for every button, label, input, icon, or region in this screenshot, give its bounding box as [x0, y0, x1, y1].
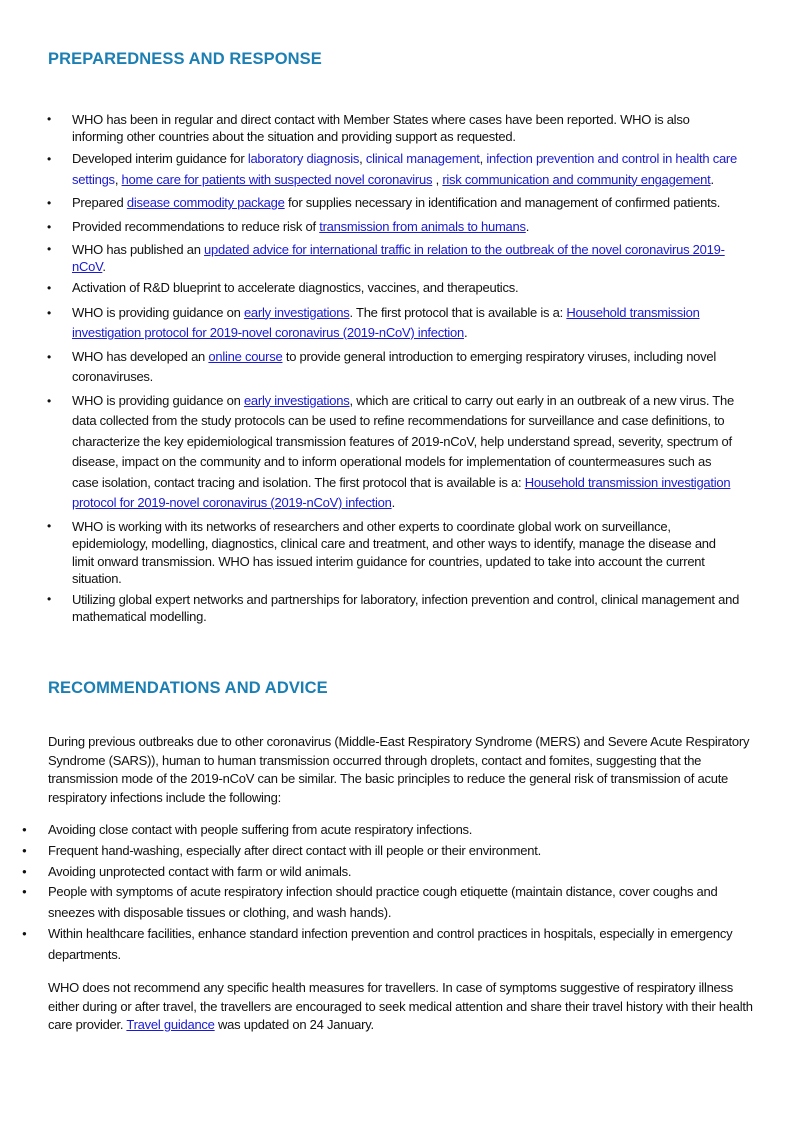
document-link[interactable]: Household transmission investigation protocol for 2019-novel coronavirus (2019-nCoV) infection: [72, 474, 731, 510]
text-run: WHO has published an: [72, 242, 205, 257]
document-link[interactable]: risk communication and community engagement: [442, 171, 711, 187]
preparedness-item: [47, 303, 740, 344]
preparedness-item: [47, 111, 740, 145]
item-text: [72, 518, 740, 588]
preparedness-item: [47, 149, 740, 190]
bullet-icon: ●: [22, 928, 27, 938]
document-link[interactable]: clinical management: [365, 151, 480, 166]
text-run: Prepared: [72, 195, 127, 210]
document-link[interactable]: home care for patients with suspected novel coronavirus: [121, 171, 433, 187]
document-link[interactable]: online course: [208, 348, 283, 364]
text-run: .: [463, 325, 468, 340]
text-run: ,: [359, 151, 366, 166]
bullet-icon: ●: [22, 825, 27, 834]
item-text: Avoiding close contact with people suffering from acute respiratory infections.: [48, 822, 473, 837]
item-text: [72, 391, 740, 514]
item-text: [72, 241, 740, 275]
item-text: Frequent hand-washing, especially after direct contact with ill people or their environment.: [48, 842, 541, 858]
bullet-icon: •: [47, 393, 51, 408]
recommendation-item: [22, 882, 748, 924]
text-run: WHO is providing guidance on: [72, 304, 244, 320]
text-run: for supplies necessary in identification and management of confirmed patients.: [284, 195, 721, 210]
bullet-icon: •: [47, 349, 51, 364]
text-run: to provide general introduction to emerging respiratory viruses, including novel coronaviruses.: [72, 348, 717, 384]
text-run: . The first protocol that is available is a:: [349, 304, 567, 320]
item-text: [72, 278, 740, 299]
bullet-icon: •: [47, 305, 51, 320]
travel-paragraph: [48, 979, 758, 1035]
preparedness-item: [47, 241, 740, 275]
recommendations-list: [22, 820, 748, 966]
document-link[interactable]: early investigations: [243, 392, 350, 408]
travel-guidance-link[interactable]: Travel guidance: [126, 1017, 215, 1032]
item-text: [72, 303, 740, 344]
recommendation-item: [22, 841, 748, 862]
text-run: ,: [114, 171, 122, 187]
recommendation-item: [22, 924, 748, 966]
preparedness-item: [47, 217, 740, 238]
text-run: .: [391, 495, 395, 510]
preparedness-list: [47, 111, 740, 626]
text-run: WHO has developed an: [72, 348, 209, 364]
document-link[interactable]: early investigations: [243, 304, 350, 320]
bullet-icon: •: [47, 152, 51, 166]
preparedness-item: [47, 591, 740, 626]
text-run: Developed interim guidance for: [72, 151, 248, 166]
item-text: [72, 591, 740, 626]
text-run: WHO has been in regular and direct contact with Member States where cases have been reported. WHO is also informing other countries about the situation and providing support as requested.: [72, 112, 690, 144]
item-text: [72, 111, 740, 145]
text-run: WHO is providing guidance on: [72, 392, 244, 408]
preparedness-item: [47, 518, 740, 588]
text-run: .: [710, 171, 714, 187]
bullet-icon: ●: [22, 845, 27, 855]
document-link[interactable]: laboratory diagnosis: [247, 151, 360, 166]
item-text: [72, 217, 740, 238]
text-run: .: [102, 259, 106, 274]
section-title-recommendations: RECOMMENDATIONS AND ADVICE: [48, 679, 328, 697]
bullet-icon: •: [47, 242, 51, 256]
bullet-icon: •: [47, 518, 51, 533]
text-run: ,: [479, 151, 487, 166]
bullet-icon: •: [47, 281, 51, 295]
bullet-icon: •: [47, 591, 51, 606]
preparedness-item: [47, 347, 740, 388]
text-run: ,: [432, 171, 443, 187]
text-run: Activation of R&D blueprint to accelerate diagnostics, vaccines, and therapeutics.: [72, 280, 519, 295]
item-text: [72, 149, 740, 190]
item-text: [72, 347, 740, 388]
text-run: WHO is working with its networks of researchers and other experts to coordinate global work on surveillance, epidemiology, modelling, diagnostics, clinical care and treatment, and other ways to identify, manage the disease and limit onward transmission. WHO has issued interim guidance for countries, updated to take into account the current situation.: [72, 518, 716, 586]
preparedness-item: [47, 391, 740, 514]
item-text: People with symptoms of acute respiratory infection should practice cough etiquette (maintain distance, cover coughs and sneezes with disposable tissues or clothing, and wash hands).: [48, 884, 718, 921]
text-run: .: [525, 218, 530, 234]
document-link[interactable]: transmission from animals to humans: [319, 218, 526, 234]
bullet-icon: •: [47, 112, 51, 126]
bullet-icon: •: [47, 219, 51, 234]
preparedness-item: [47, 278, 740, 299]
preparedness-item: [47, 193, 740, 214]
document-link[interactable]: updated advice for international traffic in relation to the outbreak of the novel coronavirus 2019-nCoV: [72, 242, 725, 274]
recommendation-item: [22, 820, 748, 841]
bullet-icon: ●: [22, 866, 27, 876]
text-run: , which are critical to carry out early in an outbreak of a new virus. The data collected from the study protocols can be used to refine recommendations for surveillance and case definitions, to characterize the key epidemiological transmission features of 2019-nCoV, help understand spread, severity, spectrum of disease, impact on the community and to inform operational models for implementation of countermeasures such as case isolation, contact tracing and isolation. The first protocol that is available is a:: [72, 392, 734, 490]
bullet-icon: ●: [22, 887, 27, 897]
recommendations-intro: During previous outbreaks due to other coronavirus (Middle-East Respiratory Syndrome (MERS) and Severe Acute Respiratory Syndrome (SARS)), human to human transmission occurred through droplets, contact and fomites, suggesting that the transmission mode of the 2019-nCoV can be similar. The basic principles to reduce the general risk of transmission of acute respiratory infections include the following:: [48, 734, 750, 805]
travel-text-before: WHO does not recommend any specific health measures for travellers. In case of symptoms suggestive of respiratory illness either during or after travel, the travellers are encouraged to seek medical attention and share their travel history with their health care provider.: [48, 980, 753, 1032]
document-link[interactable]: Household transmission investigation protocol for 2019-novel coronavirus (2019-nCoV) infection: [72, 304, 700, 340]
bullet-icon: •: [47, 196, 51, 210]
text-run: Provided recommendations to reduce risk of: [72, 218, 320, 234]
item-text: Avoiding unprotected contact with farm or wild animals.: [48, 863, 352, 879]
document-link[interactable]: disease commodity package: [126, 195, 285, 210]
recommendation-item: [22, 862, 748, 883]
section-title-preparedness: PREPAREDNESS AND RESPONSE: [48, 50, 322, 68]
travel-text-after: was updated on 24 January.: [214, 1017, 374, 1032]
document-link[interactable]: infection prevention and control in health care settings: [72, 151, 737, 187]
item-text: [72, 193, 740, 214]
item-text: Within healthcare facilities, enhance standard infection prevention and control practices in hospitals, especially in emergency departments.: [48, 925, 733, 962]
text-run: Utilizing global expert networks and partnerships for laboratory, infection prevention and control, clinical management and mathematical modelling.: [72, 591, 740, 624]
